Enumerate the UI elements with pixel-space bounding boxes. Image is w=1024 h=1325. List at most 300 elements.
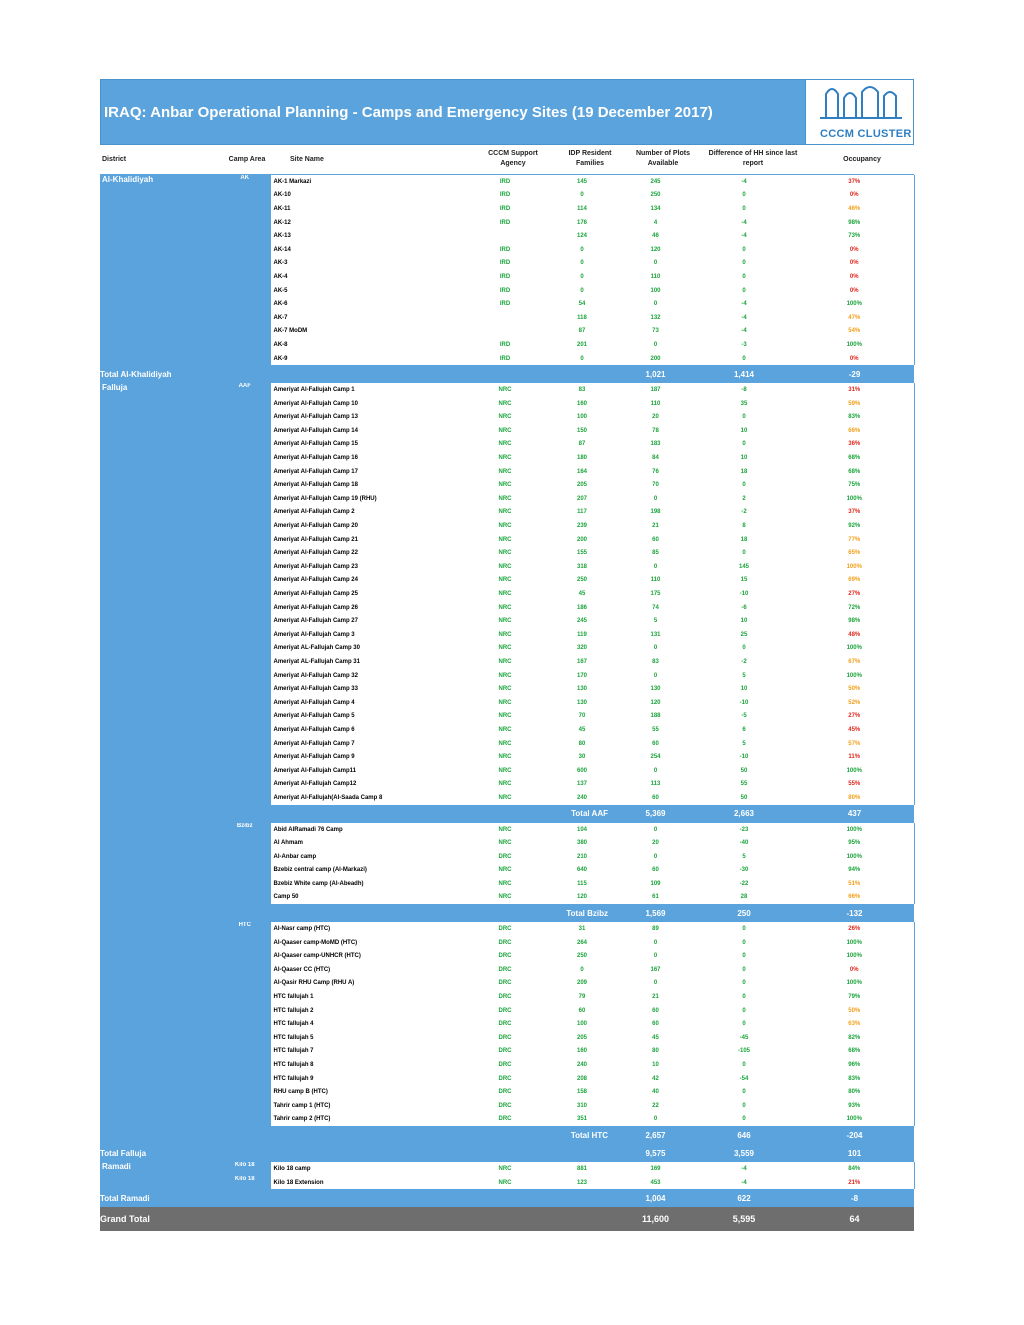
occupancy: 100% [795,642,914,656]
agency: IRD [499,219,511,226]
site-name: AK-6 [270,297,464,311]
plots: 0 [653,495,658,502]
occupancy: 98% [795,614,914,628]
families: 881 [576,1165,587,1172]
plots: 0 [653,1116,658,1123]
agency: NRC [498,740,512,747]
plots: 20 [652,840,659,847]
difference: 0 [742,926,746,933]
site-name: HTC fallujah 5 [270,1031,464,1045]
difference: 15 [740,577,748,584]
difference: -4 [741,328,747,335]
occupancy: 100% [795,764,914,778]
group-total-row [100,904,914,922]
occupancy: 55% [795,778,914,792]
families: 130 [576,686,587,693]
difference: 0 [742,645,746,652]
difference: 0 [742,441,746,448]
occupancy: 50% [795,1004,914,1018]
occupancy: 67% [795,655,914,669]
families: 100 [576,1021,587,1028]
table-row [100,1162,914,1176]
occupancy: 63% [795,1017,914,1031]
grand-total-label: Grand Total [100,1207,220,1231]
table-header [100,145,914,175]
families: 0 [580,287,584,294]
plots: 55 [652,726,659,733]
site-name: Ameriyat Al-Fallujah Camp 9 [270,750,464,764]
page-title: IRAQ: Anbar Operational Planning - Camps and Emergency Sites (19 December 2017) [104,104,713,121]
site-name: AK-9 [270,352,464,366]
plots: 200 [650,355,661,362]
plots: 130 [650,686,661,693]
families: 87 [578,328,586,335]
difference: 10 [740,455,748,462]
agency: NRC [498,509,512,516]
header-plots: Number of Plots Available [635,150,691,167]
title-banner [100,79,914,145]
difference: 50 [740,767,748,774]
plots: 76 [652,468,659,475]
table-row [100,1176,914,1190]
agency: NRC [498,645,512,652]
agency: IRD [499,192,511,199]
plots: 70 [652,482,659,489]
agency: IRD [499,178,511,185]
total-families: 9,575 [618,1144,693,1162]
plots: 89 [652,926,659,933]
occupancy: 79% [795,990,914,1004]
difference: 10 [740,618,748,625]
agency: DRC [498,1021,512,1028]
site-name: Ameriyat Al-Fallujah Camp 17 [270,465,464,479]
agency: DRC [498,1048,512,1055]
agency [464,311,546,325]
site-name: Ameriyat AL-Fallujah Camp 31 [270,655,464,669]
report-sheet [100,79,914,1231]
site-name: Ameriyat Al-Fallujah Camp 33 [270,682,464,696]
occupancy: 48% [795,628,914,642]
families: 209 [576,980,587,987]
occupancy: 0% [795,243,914,257]
families: 114 [577,205,587,212]
occupancy: 100% [795,850,914,864]
difference: -4 [741,1179,747,1186]
agency: IRD [499,301,511,308]
camp-area-cell: Kilo 18 [220,1162,270,1176]
occupancy: 75% [795,478,914,492]
total-plots: 1,414 [693,365,795,383]
families: 600 [576,767,587,774]
families: 380 [576,840,587,847]
group-total-row [100,805,914,823]
families: 150 [576,427,587,434]
families: 318 [576,563,587,570]
occupancy: 66% [795,891,914,905]
occupancy: 21% [795,1176,914,1190]
plots: 0 [653,645,658,652]
grand-total-spacer [220,1207,618,1231]
site-name: Ameriyat AL-Fallujah Camp 30 [270,642,464,656]
difference: 28 [740,894,748,901]
grand-total-plots: 5,595 [693,1207,795,1231]
families: 0 [580,355,584,362]
agency: IRD [499,246,511,253]
plots: 0 [653,953,658,960]
occupancy: 100% [795,977,914,991]
camp-area-cell: HTC [220,922,270,1126]
total-families: 1,021 [618,365,693,383]
occupancy: 46% [795,202,914,216]
plots: 60 [652,1007,659,1014]
difference: -8 [741,387,747,394]
site-name: Al-Anbar camp [270,850,464,864]
plots: 250 [650,192,661,199]
families: 176 [576,219,587,226]
occupancy: 69% [795,574,914,588]
families: 167 [576,658,587,665]
difference: 5 [742,853,746,860]
occupancy: 45% [795,723,914,737]
difference: -4 [741,178,747,185]
families: 320 [576,645,587,652]
site-name: Ameriyat Al-Fallujah Camp 1 [270,383,464,397]
site-name: AK-5 [270,284,464,298]
total-difference: 437 [795,805,914,823]
site-name: AK-12 [270,216,464,230]
families: 264 [576,939,587,946]
agency: DRC [498,994,512,1001]
site-name: Ameriyat Al-Fallujah Camp 26 [270,601,464,615]
families: 164 [576,468,587,475]
site-name: Ameriyat Al-Fallujah Camp 13 [270,411,464,425]
agency: NRC [498,468,512,475]
families: 205 [576,482,587,489]
difference: 18 [740,468,748,475]
families: 200 [576,536,587,543]
site-name: Kilo 18 Extension [270,1176,464,1190]
agency: NRC [498,767,512,774]
families: 30 [578,754,586,761]
difference: 0 [742,260,746,267]
difference: 50 [740,794,748,801]
plots: 110 [650,577,661,584]
plots: 10 [652,1062,659,1069]
plots: 42 [652,1075,659,1082]
agency: NRC [498,550,512,557]
grand-total-families: 11,600 [618,1207,693,1231]
occupancy: 57% [795,737,914,751]
plots: 167 [650,966,661,973]
site-name: HTC fallujah 1 [270,990,464,1004]
site-name: AK-10 [270,189,464,203]
occupancy: 73% [795,229,914,243]
difference: -23 [739,826,749,833]
total-difference: 101 [795,1144,914,1162]
plots: 169 [650,1165,661,1172]
header-occupancy: Occupancy [843,156,881,163]
occupancy: 54% [795,325,914,339]
families: 0 [580,966,584,973]
site-name: Ameriyat Al-Fallujah Camp 19 (RHU) [270,492,464,506]
occupancy: 0% [795,963,914,977]
agency: NRC [498,699,512,706]
occupancy: 36% [795,438,914,452]
agency: NRC [498,563,512,570]
occupancy: 100% [795,949,914,963]
total-sublabel [270,365,618,383]
site-name: Ameriyat Al-Fallujah Camp 3 [270,628,464,642]
difference: -4 [741,1165,747,1172]
families: 351 [576,1116,587,1123]
plots: 110 [650,400,661,407]
families: 180 [576,455,587,462]
grand-total-difference: 64 [795,1207,914,1231]
header-site-name: Site Name [290,156,324,163]
difference: 35 [740,400,748,407]
agency: NRC [498,867,512,874]
site-name: AK-14 [270,243,464,257]
site-name: Ameriyat Al-Fallujah Camp 6 [270,723,464,737]
agency: NRC [498,1165,512,1172]
grand-total-row [100,1207,914,1231]
difference: 10 [740,686,748,693]
agency: IRD [499,341,511,348]
occupancy: 59% [795,397,914,411]
families: 0 [580,246,584,253]
plots: 21 [652,994,659,1001]
families: 115 [577,880,587,887]
occupancy: 77% [795,533,914,547]
district-cell: Ramadi [100,1162,220,1189]
district-cell [100,823,220,905]
difference: 0 [742,980,746,987]
difference: -22 [739,880,749,887]
difference: 0 [742,939,746,946]
agency: NRC [498,794,512,801]
site-name: AK-7 MoDM [270,325,464,339]
families: 0 [580,192,584,199]
families: 245 [576,618,587,625]
families: 137 [576,781,587,788]
total-difference: -29 [795,365,914,383]
ramadi-total-row [100,1189,914,1207]
agency: NRC [498,523,512,530]
agency: DRC [498,1034,512,1041]
occupancy: 68% [795,1045,914,1059]
site-name: Al-Qaaser CC (HTC) [270,963,464,977]
camp-area-cell: AK [220,175,270,365]
site-name: Al-Qaaser camp-MoMD (HTC) [270,936,464,950]
occupancy: 27% [795,710,914,724]
agency: NRC [498,591,512,598]
occupancy: 100% [795,492,914,506]
families: 117 [577,509,587,516]
total-plots: 646 [693,1126,795,1144]
plots: 60 [652,740,659,747]
agency: DRC [498,1116,512,1123]
agency: NRC [498,536,512,543]
plots: 60 [652,1021,659,1028]
site-name: RHU camp B (HTC) [270,1085,464,1099]
total-sublabel [270,1189,618,1207]
site-name: HTC fallujah 7 [270,1045,464,1059]
families: 160 [576,1048,587,1055]
occupancy: 0% [795,352,914,366]
occupancy: 0% [795,284,914,298]
camp-area-cell: Bzibz [220,823,270,905]
families: 170 [576,672,587,679]
total-sublabel: Total AAF [270,805,618,823]
agency: IRD [499,355,511,362]
occupancy: 100% [795,1113,914,1127]
difference: -30 [739,867,749,874]
total-families: 1,569 [618,904,693,922]
occupancy: 100% [795,823,914,837]
families: 60 [578,1007,586,1014]
occupancy: 100% [795,936,914,950]
difference: 0 [742,966,746,973]
site-name: Ameriyat Al-Fallujah(Al-Saada Camp 8 [270,791,464,805]
difference: -45 [739,1034,749,1041]
district-cell [100,922,220,1126]
occupancy: 37% [795,506,914,520]
plots: 60 [652,867,659,874]
site-name: Ameriyat Al-Fallujah Camp 25 [270,587,464,601]
difference: 0 [742,482,746,489]
site-name: Ameriyat Al-Fallujah Camp 24 [270,574,464,588]
occupancy: 0% [795,257,914,271]
occupancy: 50% [795,682,914,696]
families: 250 [576,953,587,960]
plots: 453 [650,1179,661,1186]
difference: -3 [741,341,747,348]
occupancy: 26% [795,922,914,936]
plots: 0 [653,939,658,946]
table-row [100,823,914,837]
families: 640 [576,867,587,874]
occupancy: 72% [795,601,914,615]
total-spacer [220,1126,270,1144]
difference: 6 [742,726,746,733]
plots: 60 [652,794,659,801]
camp-area-cell: AAF [220,383,270,804]
site-name: Al Ahmam [270,836,464,850]
occupancy: 100% [795,338,914,352]
difference: -40 [739,840,749,847]
agency: IRD [499,273,511,280]
district-cell: Falluja [100,383,220,804]
occupancy: 68% [795,451,914,465]
agency: NRC [498,840,512,847]
families: 240 [576,794,587,801]
site-name: Ameriyat Al-Fallujah Camp 32 [270,669,464,683]
site-name: Ameriyat Al-Fallujah Camp 7 [270,737,464,751]
camp-area-cell: Kilo 18 [220,1176,270,1190]
table-row [100,383,914,397]
difference: -5 [741,713,747,720]
agency: DRC [498,926,512,933]
total-families: 2,657 [618,1126,693,1144]
agency: NRC [498,686,512,693]
occupancy: 100% [795,560,914,574]
agency: NRC [498,880,512,887]
total-spacer [220,904,270,922]
families: 239 [576,523,587,530]
total-spacer [220,1189,270,1207]
plots: 120 [650,246,661,253]
site-name: Bzebiz White camp (Al-Abeadh) [270,877,464,891]
plots: 0 [653,826,658,833]
occupancy: 82% [795,1031,914,1045]
families: 31 [578,926,586,933]
site-name: Kilo 18 camp [270,1162,464,1176]
total-label [100,805,220,823]
plots: 187 [650,387,661,394]
agency: DRC [498,953,512,960]
occupancy: 51% [795,877,914,891]
plots: 4 [653,219,658,226]
families: 0 [580,273,584,280]
families: 0 [580,260,584,267]
plots: 132 [650,314,661,321]
families: 123 [576,1179,587,1186]
header-difference: Difference of HH since last report [708,150,798,167]
plots: 0 [653,563,658,570]
total-sublabel: Total Bzibz [270,904,618,922]
site-name: HTC fallujah 4 [270,1017,464,1031]
occupancy: 52% [795,696,914,710]
agency: IRD [499,287,511,294]
difference: 0 [742,994,746,1001]
families: 83 [578,387,586,394]
site-name: Ameriyat Al-Fallujah Camp 14 [270,424,464,438]
difference: -54 [739,1075,749,1082]
plots: 74 [652,604,659,611]
header-district: District [102,156,127,163]
occupancy: 47% [795,311,914,325]
families: 158 [576,1089,587,1096]
families: 208 [576,1075,587,1082]
agency: NRC [498,672,512,679]
occupancy: 94% [795,864,914,878]
plots: 21 [652,523,659,530]
difference: 0 [742,1007,746,1014]
agency: NRC [498,441,512,448]
difference: 25 [740,631,748,638]
occupancy: 93% [795,1099,914,1113]
difference: 0 [742,414,746,421]
agency: NRC [498,604,512,611]
plots: 40 [652,1089,659,1096]
site-name: Ameriyat Al-Fallujah Camp 27 [270,614,464,628]
total-label [100,904,220,922]
group-total-row [100,365,914,383]
families: 250 [576,577,587,584]
group-total-row [100,1126,914,1144]
agency: DRC [498,966,512,973]
site-name: HTC fallujah 9 [270,1072,464,1086]
difference: 0 [742,192,746,199]
occupancy: 83% [795,1072,914,1086]
site-name: Al-Qasir RHU Camp (RHU A) [270,977,464,991]
plots: 0 [653,341,658,348]
plots: 0 [653,853,658,860]
occupancy: 84% [795,1162,914,1176]
plots: 45 [652,1034,659,1041]
plots: 0 [653,672,658,679]
agency: NRC [498,754,512,761]
